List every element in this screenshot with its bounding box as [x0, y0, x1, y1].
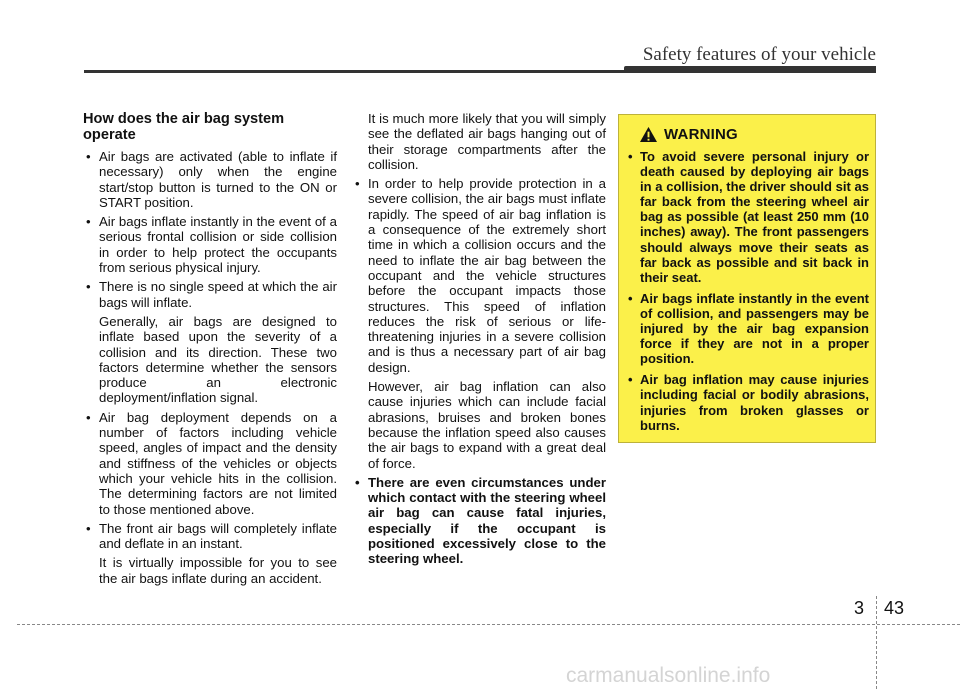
list-item: • The front air bags will completely inflate and deflate in an instant.	[83, 521, 337, 552]
header-rule-accent	[624, 66, 876, 73]
left-column	[83, 111, 337, 590]
paragraph: Generally, air bags are designed to inflate based upon the severity of a collision and its direction. These two factors determine whether the sensors produce an electronic deployment/inflation signal.	[99, 313, 337, 406]
list-item: • Air bags inflate instantly in the event of a serious frontal collision or side collision in order to help protect the occupants from serious physical injury.	[83, 214, 337, 275]
header-rule	[84, 70, 624, 73]
list-item: • In order to help provide protection in a severe collision, the air bags must inflate rapidly. The speed of air bag inflation is a consequence of the extremely short time in which a collision occurs and the need to inflate the air bag between the occupant and the vehicle structures before the occupant impacts those structures. This speed of inflation reduces the risk of serious or life-threatening injuries in a severe collision and is thus a necessary part of air bag design.	[352, 176, 606, 375]
left-bullet-list-continued	[83, 410, 337, 552]
warning-title: WARNING	[664, 125, 738, 143]
section-heading: How does the air bag system operate	[83, 111, 285, 143]
list-item: • Air bag deployment depends on a number of factors including vehicle speed, angles of impact and the density and stiffness of the vehicles or objects which your vehicle hits in the collision. The determining factors are not limited to those mentioned above.	[83, 410, 337, 517]
right-bullet-list-continued	[352, 475, 606, 567]
warning-triangle-icon	[639, 126, 658, 143]
warning-header	[639, 125, 738, 143]
warning-item: • Air bags inflate instantly in the event of collision, and passengers may be injured by the air bag expansion force if they are not in a proper position.	[625, 291, 869, 366]
footer-rule	[17, 624, 960, 625]
right-column	[352, 111, 606, 571]
paragraph: It is virtually impossible for you to see the air bags inflate during an accident.	[99, 555, 337, 586]
list-item: • There is no single speed at which the air bags will inflate.	[83, 279, 337, 310]
watermark: carmanualsonline.info	[566, 664, 771, 687]
page-header-title: Safety features of your vehicle	[642, 44, 876, 65]
footer-divider	[876, 596, 877, 689]
paragraph: However, air bag inflation can also cause injuries which can include facial abrasions, bruises and broken bones because the inflation speed also causes the air bags to expand with a great deal of force.	[368, 379, 606, 471]
page-number: 43	[884, 598, 905, 618]
paragraph: It is much more likely that you will simply see the deflated air bags hanging out of their storage compartments after the collision.	[368, 111, 606, 172]
warning-box	[618, 114, 876, 443]
warning-list	[625, 149, 869, 439]
right-bullet-list	[352, 176, 606, 375]
list-item: • Air bags are activated (able to inflate if necessary) only when the engine start/stop button is turned to the ON or START position.	[83, 149, 337, 210]
chapter-number: 3	[854, 598, 865, 618]
left-bullet-list	[83, 149, 337, 310]
warning-item: • Air bag inflation may cause injuries including facial or bodily abrasions, injuries from broken glasses or burns.	[625, 372, 869, 432]
list-item: • There are even circumstances under which contact with the steering wheel air bag can cause fatal injuries, especially if the occupant is positioned excessively close to the steering wheel.	[352, 475, 606, 567]
warning-item: • To avoid severe personal injury or death caused by deploying air bags in a collision, the driver should sit as far back from the steering wheel air bag as possible (at least 250 mm (10 inches) away). The front passengers should always move their seats as far back as possible and sit back in their seat.	[625, 149, 869, 285]
